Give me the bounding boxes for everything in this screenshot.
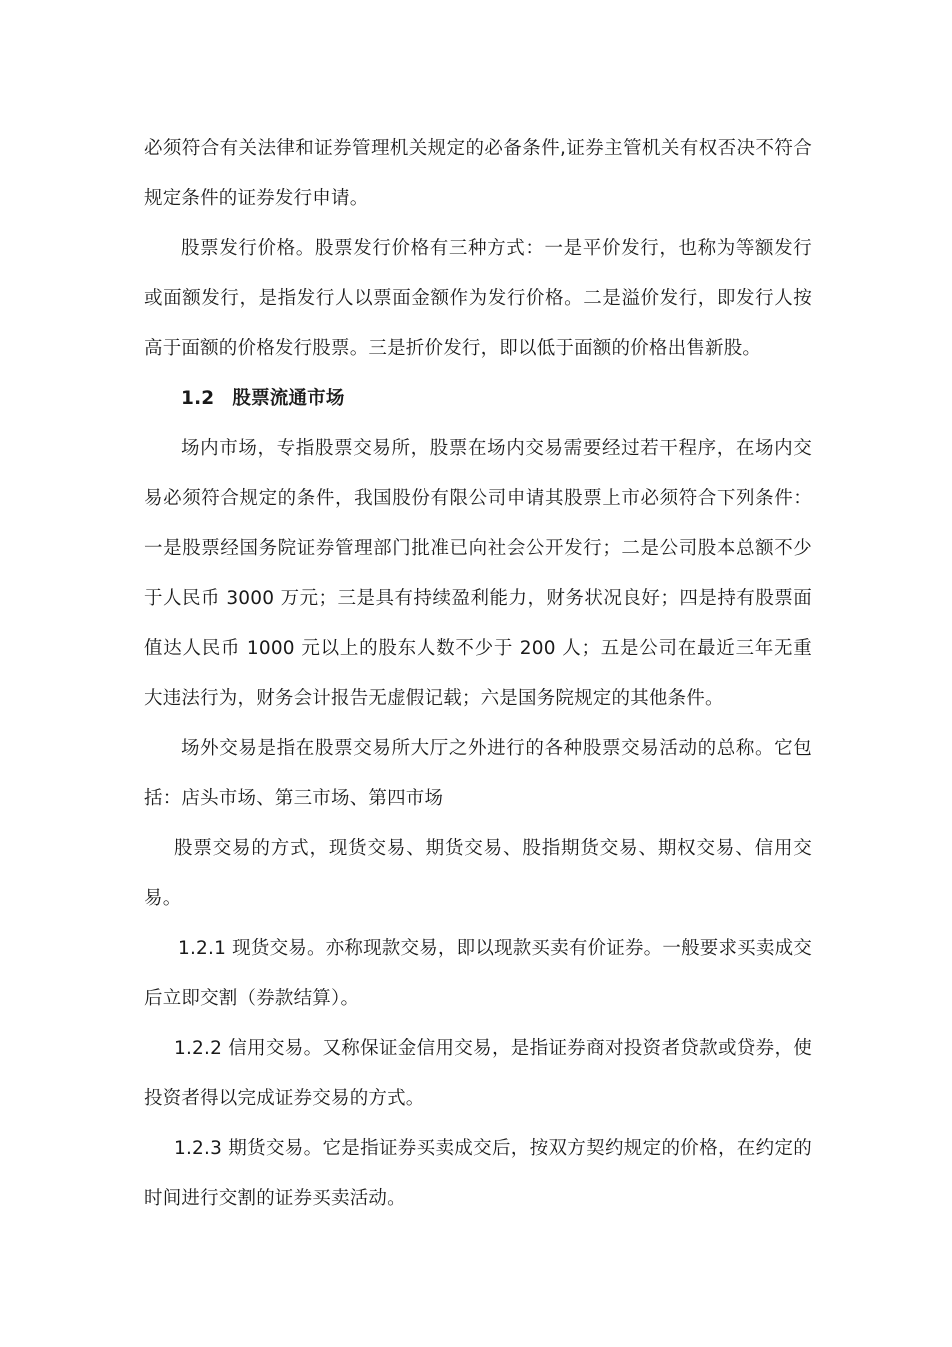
paragraph-spot-trading: 1.2.1 现货交易。亦称现款交易，即以现款买卖有价证券。一般要求买卖成交后立即交割（券款结算）。 (144, 938, 812, 1009)
section-title: 股票流通市场 (232, 388, 345, 409)
paragraph-otc-trading: 场外交易是指在股票交易所大厅之外进行的各种股票交易活动的总称。它包括：店头市场、第三市场、第四市场 (144, 738, 812, 809)
paragraph-issue-conditions: 必须符合有关法律和证券管理机关规定的必备条件,证券主管机关有权否决不符合规定条件的证券发行申请。 (144, 138, 812, 209)
section-heading (144, 374, 812, 424)
paragraph-floor-market: 场内市场，专指股票交易所，股票在场内交易需要经过若干程序，在场内交易必须符合规定的条件，我国股份有限公司申请其股票上市必须符合下列条件：一是股票经国务院证券管理部门批准已向社会公开发行；二是公司股本总额不少于人民币 3000 万元；三是具有持续盈利能力，财务状况良好；四是持有股票面值达人民币 1000 元以上的股东人数不少于 200 人；五是公司在最近三年无重大违法行为，财务会计报告无虚假记载；六是国务院规定的其他条件。 (144, 438, 812, 709)
document-page (144, 124, 812, 1224)
paragraph-issue-price: 股票发行价格。股票发行价格有三种方式：一是平价发行，也称为等额发行或面额发行，是指发行人以票面金额作为发行价格。二是溢价发行，即发行人按高于面额的价格发行股票。三是折价发行，即以低于面额的价格出售新股。 (144, 238, 812, 359)
paragraph-futures-trading: 1.2.3 期货交易。它是指证券买卖成交后，按双方契约规定的价格，在约定的时间进行交割的证券买卖活动。 (144, 1138, 812, 1209)
paragraph-trading-methods: 股票交易的方式，现货交易、期货交易、股指期货交易、期权交易、信用交易。 (144, 838, 812, 909)
section-number: 1.2 (181, 388, 215, 409)
paragraph-credit-trading: 1.2.2 信用交易。又称保证金信用交易，是指证券商对投资者贷款或贷券，使投资者得以完成证券交易的方式。 (144, 1038, 812, 1109)
